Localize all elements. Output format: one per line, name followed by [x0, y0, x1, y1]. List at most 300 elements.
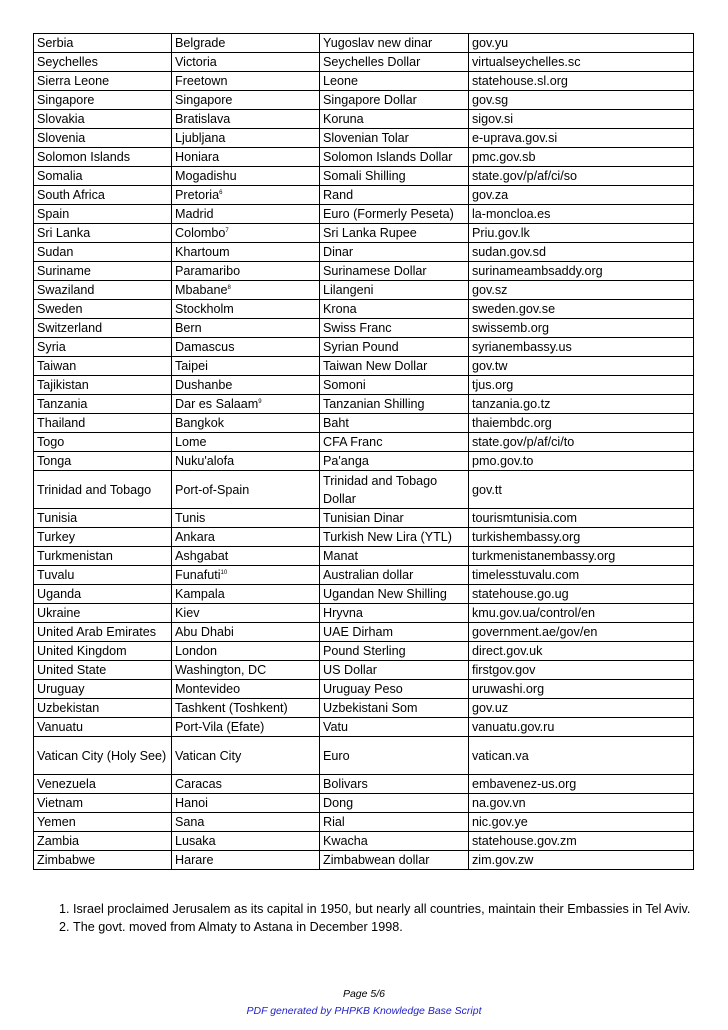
- currency-cell-text: Vatu: [323, 720, 348, 734]
- country-cell: [34, 623, 172, 642]
- currency-cell: [320, 357, 469, 376]
- currency-cell-text: Solomon Islands Dollar: [323, 150, 453, 164]
- currency-cell: [320, 395, 469, 414]
- website-cell: [469, 699, 694, 718]
- footnote-marker: 6: [219, 189, 223, 196]
- website-cell-text: government.ae/gov/en: [472, 625, 598, 639]
- country-cell: [34, 319, 172, 338]
- footnote-item: 2. The govt. moved from Almaty to Astana in December 1998.: [73, 918, 713, 936]
- currency-cell: [320, 376, 469, 395]
- table-row: [34, 680, 694, 699]
- country-cell-text: Yemen: [37, 815, 76, 829]
- country-cell-text: Sri Lanka: [37, 226, 91, 240]
- currency-cell: [320, 338, 469, 357]
- capital-cell-text: Washington, DC: [175, 663, 267, 677]
- capital-cell-text: Port-Vila (Efate): [175, 720, 265, 734]
- currency-cell-text: Tunisian Dinar: [323, 511, 404, 525]
- currency-cell: [320, 53, 469, 72]
- table-row: [34, 414, 694, 433]
- table-row: [34, 433, 694, 452]
- capital-cell: [172, 509, 320, 528]
- currency-cell: [320, 623, 469, 642]
- capital-cell: [172, 395, 320, 414]
- capital-cell-text: Vatican City: [175, 748, 242, 763]
- table-row: [34, 699, 694, 718]
- country-cell: [34, 243, 172, 262]
- website-cell-text: pmc.gov.sb: [472, 150, 536, 164]
- website-cell-text: firstgov.gov: [472, 663, 536, 677]
- capital-cell-text: Sana: [175, 815, 205, 829]
- country-cell-text: Venezuela: [37, 777, 96, 791]
- table-row: [34, 300, 694, 319]
- country-cell-text: Zimbabwe: [37, 853, 96, 867]
- currency-cell-text: Trinidad and Tobago Dollar: [323, 473, 438, 506]
- country-cell-text: Sudan: [37, 245, 74, 259]
- currency-cell-text: Krona: [323, 302, 357, 316]
- table-row: [34, 224, 694, 243]
- website-cell-text: turkmenistanembassy.org: [472, 549, 616, 563]
- currency-cell: [320, 680, 469, 699]
- website-cell: [469, 433, 694, 452]
- capital-cell-text: Lome: [175, 435, 207, 449]
- table-row: [34, 34, 694, 53]
- capital-cell-text: Dushanbe: [175, 378, 233, 392]
- currency-cell: [320, 547, 469, 566]
- website-cell-text: gov.tw: [472, 359, 508, 373]
- currency-cell: [320, 775, 469, 794]
- country-cell: [34, 566, 172, 585]
- country-cell: [34, 300, 172, 319]
- country-cell-text: Suriname: [37, 264, 91, 278]
- country-cell-text: Tajikistan: [37, 378, 89, 392]
- country-cell-text: Vatican City (Holy See): [37, 748, 167, 763]
- country-cell-text: Togo: [37, 435, 65, 449]
- currency-cell: [320, 205, 469, 224]
- table-row: [34, 661, 694, 680]
- capital-cell: [172, 813, 320, 832]
- country-cell-text: Uzbekistan: [37, 701, 100, 715]
- country-cell-text: Zambia: [37, 834, 79, 848]
- country-cell-text: Sierra Leone: [37, 74, 110, 88]
- website-cell: [469, 851, 694, 870]
- capital-cell-text: Dar es Salaam: [175, 397, 259, 411]
- website-cell-text: e-uprava.gov.si: [472, 131, 558, 145]
- capital-cell: [172, 775, 320, 794]
- capital-cell-text: Singapore: [175, 93, 233, 107]
- capital-cell: [172, 129, 320, 148]
- currency-cell: [320, 661, 469, 680]
- country-cell: [34, 585, 172, 604]
- country-cell: [34, 642, 172, 661]
- table-row: [34, 186, 694, 205]
- country-cell-text: Tuvalu: [37, 568, 75, 582]
- capital-cell: [172, 623, 320, 642]
- currency-cell-text: Zimbabwean dollar: [323, 853, 430, 867]
- currency-cell: [320, 91, 469, 110]
- website-cell: [469, 205, 694, 224]
- currency-cell-text: Koruna: [323, 112, 364, 126]
- table-row: [34, 72, 694, 91]
- website-cell: [469, 585, 694, 604]
- currency-cell: [320, 262, 469, 281]
- footer-credit: PDF generated by PHPKB Knowledge Base Script: [246, 1005, 482, 1017]
- currency-cell: [320, 167, 469, 186]
- capital-cell: [172, 832, 320, 851]
- table-row: [34, 509, 694, 528]
- table-row: [34, 338, 694, 357]
- country-cell-text: Singapore: [37, 93, 95, 107]
- capital-cell-text: Bangkok: [175, 416, 225, 430]
- currency-cell-text: Leone: [323, 74, 359, 88]
- table-row: [34, 775, 694, 794]
- currency-cell: [320, 110, 469, 129]
- website-cell: [469, 186, 694, 205]
- website-cell: [469, 300, 694, 319]
- website-cell: [469, 376, 694, 395]
- capital-cell-text: Paramaribo: [175, 264, 241, 278]
- table-row: [34, 642, 694, 661]
- country-cell-text: Uruguay: [37, 682, 85, 696]
- website-cell-text: na.gov.vn: [472, 796, 526, 810]
- capital-cell: [172, 433, 320, 452]
- website-cell: [469, 72, 694, 91]
- website-cell-text: gov.yu: [472, 36, 509, 50]
- capital-cell-text: Abu Dhabi: [175, 625, 234, 639]
- country-cell: [34, 699, 172, 718]
- website-cell: [469, 414, 694, 433]
- country-cell: [34, 718, 172, 737]
- website-cell-text: nic.gov.ye: [472, 815, 528, 829]
- website-cell-text: Priu.gov.lk: [472, 226, 530, 240]
- currency-cell: [320, 718, 469, 737]
- website-cell-text: sigov.si: [472, 112, 514, 126]
- currency-cell-text: Pound Sterling: [323, 644, 406, 658]
- website-cell-text: tanzania.go.tz: [472, 397, 551, 411]
- capital-cell: [172, 471, 320, 509]
- table-row: [34, 205, 694, 224]
- currency-cell-text: Turkish New Lira (YTL): [323, 530, 452, 544]
- country-cell-text: United Arab Emirates: [37, 625, 156, 639]
- capital-cell-text: Bern: [175, 321, 202, 335]
- table-row: [34, 471, 694, 509]
- country-cell: [34, 53, 172, 72]
- currency-cell-text: Euro (Formerly Peseta): [323, 207, 454, 221]
- website-cell: [469, 395, 694, 414]
- capital-cell-text: Mbabane: [175, 283, 228, 297]
- website-cell: [469, 642, 694, 661]
- capital-cell: [172, 148, 320, 167]
- country-cell-text: Tanzania: [37, 397, 88, 411]
- table-row: [34, 851, 694, 870]
- table-row: [34, 547, 694, 566]
- currency-cell: [320, 585, 469, 604]
- currency-cell-text: Sri Lanka Rupee: [323, 226, 417, 240]
- country-cell-text: Trinidad and Tobago: [37, 482, 152, 497]
- website-cell-text: statehouse.gov.zm: [472, 834, 577, 848]
- capital-cell-text: Harare: [175, 853, 214, 867]
- footnote-item: 1. Israel proclaimed Jerusalem as its capital in 1950, but nearly all countries, maintain their Embassies in Tel Aviv.: [73, 900, 713, 918]
- country-cell: [34, 851, 172, 870]
- country-cell-text: Sweden: [37, 302, 83, 316]
- website-cell: [469, 167, 694, 186]
- capital-cell: [172, 186, 320, 205]
- currency-cell: [320, 794, 469, 813]
- capital-cell: [172, 604, 320, 623]
- country-cell-text: Vietnam: [37, 796, 83, 810]
- table-row: [34, 452, 694, 471]
- capital-cell-text: Ljubljana: [175, 131, 226, 145]
- table-row: [34, 53, 694, 72]
- currency-cell-text: Rial: [323, 815, 345, 829]
- capital-cell: [172, 338, 320, 357]
- website-cell-text: gov.uz: [472, 701, 509, 715]
- website-cell: [469, 604, 694, 623]
- table-row: [34, 357, 694, 376]
- website-cell-text: direct.gov.uk: [472, 644, 543, 658]
- currency-cell-text: Bolivars: [323, 777, 368, 791]
- website-cell-text: virtualseychelles.sc: [472, 55, 581, 69]
- capital-cell: [172, 243, 320, 262]
- country-cell-text: United State: [37, 663, 107, 677]
- capital-cell-text: Victoria: [175, 55, 217, 69]
- capital-cell: [172, 585, 320, 604]
- country-cell: [34, 433, 172, 452]
- website-cell: [469, 794, 694, 813]
- table-row: [34, 319, 694, 338]
- currency-cell: [320, 186, 469, 205]
- country-cell: [34, 794, 172, 813]
- capital-cell-text: Bratislava: [175, 112, 231, 126]
- currency-cell: [320, 699, 469, 718]
- table-row: [34, 566, 694, 585]
- country-cell-text: Taiwan: [37, 359, 77, 373]
- country-cell: [34, 452, 172, 471]
- website-cell-text: timelesstuvalu.com: [472, 568, 580, 582]
- capital-cell: [172, 376, 320, 395]
- website-cell: [469, 224, 694, 243]
- footnote-marker: 7: [225, 227, 229, 234]
- currency-cell-text: Taiwan New Dollar: [323, 359, 428, 373]
- capital-cell-text: Tunis: [175, 511, 206, 525]
- capital-cell-text: Khartoum: [175, 245, 230, 259]
- capital-cell-text: Belgrade: [175, 36, 226, 50]
- country-cell: [34, 338, 172, 357]
- currency-cell: [320, 319, 469, 338]
- currency-cell-text: Baht: [323, 416, 349, 430]
- capital-cell-text: Kiev: [175, 606, 200, 620]
- website-cell-text: la-moncloa.es: [472, 207, 551, 221]
- country-cell-text: Slovakia: [37, 112, 85, 126]
- capital-cell-text: Tashkent (Toshkent): [175, 701, 288, 715]
- country-table: [33, 33, 694, 870]
- capital-cell: [172, 851, 320, 870]
- capital-cell-text: London: [175, 644, 218, 658]
- website-cell-text: turkishembassy.org: [472, 530, 581, 544]
- capital-cell: [172, 53, 320, 72]
- website-cell: [469, 547, 694, 566]
- currency-cell: [320, 604, 469, 623]
- country-cell: [34, 205, 172, 224]
- country-cell: [34, 91, 172, 110]
- country-cell-text: Serbia: [37, 36, 74, 50]
- capital-cell-text: Pretoria: [175, 188, 220, 202]
- country-cell: [34, 547, 172, 566]
- currency-cell: [320, 224, 469, 243]
- table-row: [34, 110, 694, 129]
- website-cell-text: state.gov/p/af/ci/so: [472, 169, 578, 183]
- website-cell: [469, 110, 694, 129]
- capital-cell-text: Hanoi: [175, 796, 208, 810]
- table-row: [34, 395, 694, 414]
- table-row: [34, 243, 694, 262]
- website-cell: [469, 319, 694, 338]
- website-cell-text: vanuatu.gov.ru: [472, 720, 555, 734]
- website-cell: [469, 262, 694, 281]
- country-cell: [34, 357, 172, 376]
- capital-cell-text: Colombo: [175, 226, 226, 240]
- country-cell-text: United Kingdom: [37, 644, 127, 658]
- country-cell-text: Syria: [37, 340, 66, 354]
- website-cell-text: gov.sz: [472, 283, 508, 297]
- currency-cell-text: Uzbekistani Som: [323, 701, 418, 715]
- capital-cell: [172, 357, 320, 376]
- country-cell-text: Tonga: [37, 454, 72, 468]
- country-cell-text: Ukraine: [37, 606, 81, 620]
- currency-cell-text: Seychelles Dollar: [323, 55, 421, 69]
- capital-cell-text: Port-of-Spain: [175, 482, 250, 497]
- currency-cell-text: Rand: [323, 188, 354, 202]
- currency-cell-text: Slovenian Tolar: [323, 131, 409, 145]
- currency-cell-text: Kwacha: [323, 834, 368, 848]
- country-cell: [34, 395, 172, 414]
- website-cell: [469, 281, 694, 300]
- currency-cell-text: Dinar: [323, 245, 354, 259]
- currency-cell: [320, 300, 469, 319]
- table-row: [34, 167, 694, 186]
- capital-cell: [172, 72, 320, 91]
- website-cell: [469, 91, 694, 110]
- table-row: [34, 832, 694, 851]
- capital-cell-text: Lusaka: [175, 834, 216, 848]
- website-cell-text: embavenez-us.org: [472, 777, 577, 791]
- website-cell: [469, 148, 694, 167]
- country-cell: [34, 604, 172, 623]
- capital-cell: [172, 718, 320, 737]
- capital-cell: [172, 661, 320, 680]
- website-cell-text: pmo.gov.to: [472, 454, 534, 468]
- website-cell: [469, 566, 694, 585]
- country-cell: [34, 281, 172, 300]
- capital-cell: [172, 91, 320, 110]
- capital-cell: [172, 528, 320, 547]
- website-cell: [469, 34, 694, 53]
- capital-cell-text: Montevideo: [175, 682, 241, 696]
- country-cell-text: Solomon Islands: [37, 150, 131, 164]
- table-row: [34, 604, 694, 623]
- capital-cell: [172, 300, 320, 319]
- website-cell-text: state.gov/p/af/ci/to: [472, 435, 575, 449]
- currency-cell: [320, 471, 469, 509]
- website-cell: [469, 53, 694, 72]
- website-cell-text: sudan.gov.sd: [472, 245, 546, 259]
- website-cell-text: gov.tt: [472, 482, 502, 497]
- country-cell: [34, 832, 172, 851]
- website-cell-text: kmu.gov.ua/control/en: [472, 606, 595, 620]
- currency-cell: [320, 129, 469, 148]
- table-row: [34, 623, 694, 642]
- website-cell-text: zim.gov.zw: [472, 853, 534, 867]
- country-cell: [34, 129, 172, 148]
- footnote-marker: 10: [220, 569, 228, 576]
- currency-cell: [320, 642, 469, 661]
- table-row: [34, 585, 694, 604]
- currency-cell: [320, 34, 469, 53]
- currency-cell-text: US Dollar: [323, 663, 377, 677]
- capital-cell-text: Taipei: [175, 359, 208, 373]
- currency-cell: [320, 433, 469, 452]
- website-cell-text: sweden.gov.se: [472, 302, 556, 316]
- website-cell: [469, 623, 694, 642]
- currency-cell-text: Australian dollar: [323, 568, 414, 582]
- capital-cell: [172, 110, 320, 129]
- website-cell-text: syrianembassy.us: [472, 340, 572, 354]
- currency-cell-text: Somali Shilling: [323, 169, 406, 183]
- website-cell: [469, 661, 694, 680]
- country-cell-text: Thailand: [37, 416, 86, 430]
- country-cell: [34, 813, 172, 832]
- capital-cell: [172, 34, 320, 53]
- capital-cell: [172, 642, 320, 661]
- country-cell: [34, 34, 172, 53]
- country-cell: [34, 262, 172, 281]
- capital-cell-text: Mogadishu: [175, 169, 237, 183]
- currency-cell: [320, 737, 469, 775]
- currency-cell: [320, 148, 469, 167]
- country-cell: [34, 471, 172, 509]
- website-cell-text: vatican.va: [472, 748, 529, 763]
- currency-cell: [320, 243, 469, 262]
- table-row: [34, 281, 694, 300]
- table-row: [34, 148, 694, 167]
- country-cell: [34, 528, 172, 547]
- country-cell: [34, 72, 172, 91]
- table-row: [34, 794, 694, 813]
- table-row: [34, 91, 694, 110]
- website-cell-text: swissemb.org: [472, 321, 549, 335]
- country-cell: [34, 186, 172, 205]
- currency-cell: [320, 414, 469, 433]
- country-cell-text: Turkey: [37, 530, 76, 544]
- currency-cell: [320, 832, 469, 851]
- country-cell: [34, 224, 172, 243]
- capital-cell: [172, 167, 320, 186]
- website-cell: [469, 832, 694, 851]
- capital-cell: [172, 547, 320, 566]
- capital-cell-text: Funafuti: [175, 568, 221, 582]
- currency-cell-text: Euro: [323, 748, 350, 763]
- website-cell: [469, 338, 694, 357]
- website-cell: [469, 129, 694, 148]
- website-cell: [469, 528, 694, 547]
- currency-cell-text: CFA Franc: [323, 435, 383, 449]
- website-cell: [469, 737, 694, 775]
- currency-cell-text: Somoni: [323, 378, 366, 392]
- currency-cell: [320, 281, 469, 300]
- currency-cell: [320, 452, 469, 471]
- website-cell-text: thaiembdc.org: [472, 416, 552, 430]
- website-cell-text: statehouse.sl.org: [472, 74, 568, 88]
- website-cell: [469, 357, 694, 376]
